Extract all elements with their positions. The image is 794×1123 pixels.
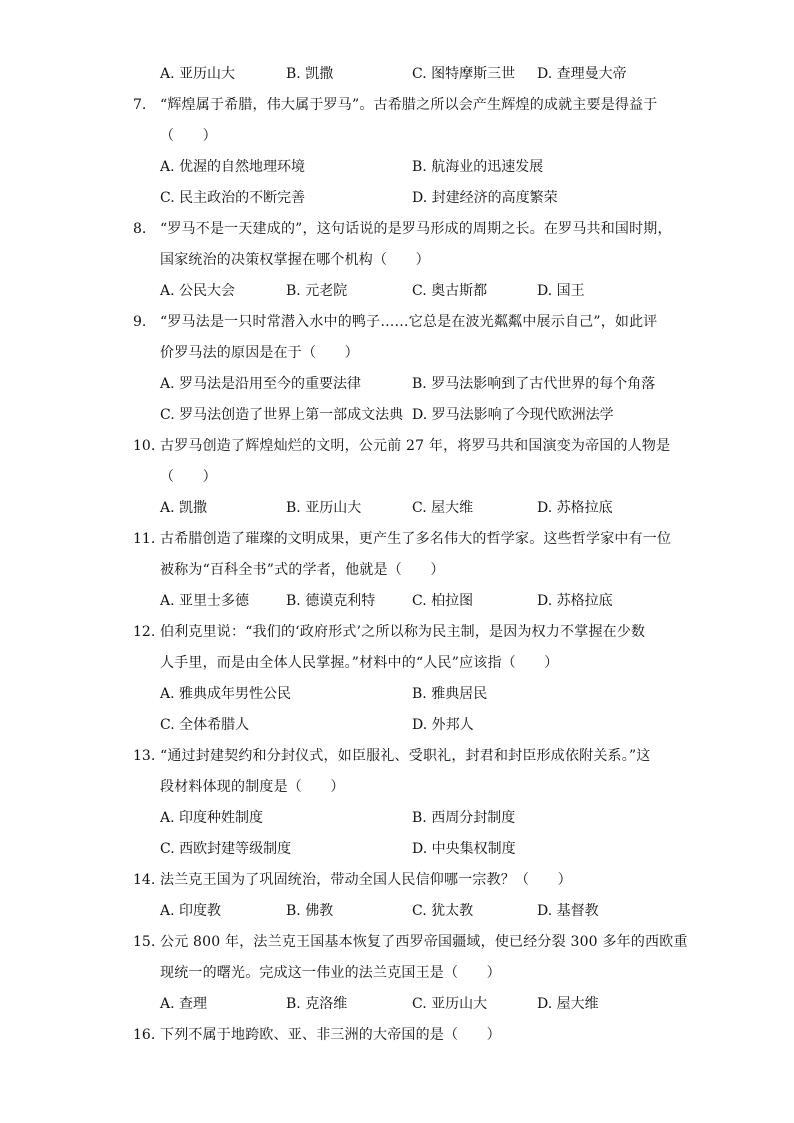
- question-number: 12.: [133, 624, 156, 640]
- question-number: 14.: [133, 872, 156, 888]
- question-text: 国家统治的决策权掌握在哪个机构（ ）: [160, 252, 430, 268]
- question-number: 8.: [133, 221, 147, 237]
- option-b[interactable]: B. 亚历山大: [286, 500, 362, 516]
- question-text: 现统一的曙光。完成这一伟业的法兰克国王是（ ）: [160, 965, 501, 981]
- question-text: 价罗马法的原因是在于（ ）: [160, 345, 359, 361]
- question-number: 16.: [133, 1027, 156, 1043]
- options-row: [0, 276, 794, 307]
- question-item: [0, 927, 794, 1020]
- option-a[interactable]: A. 优渥的自然地理环境: [160, 159, 306, 175]
- option-c[interactable]: C. 全体希腊人: [160, 717, 250, 733]
- question-text: 伯利克里说：“我们的‘政府形式’之所以称为民主制，是因为权力不掌握在少数: [160, 624, 646, 640]
- question-item: [0, 524, 794, 617]
- question-stem-continuation: [0, 648, 794, 679]
- options-row: [0, 679, 794, 710]
- option-c[interactable]: C. 亚历山大: [412, 996, 488, 1012]
- question-item: [0, 1020, 794, 1051]
- question-text: 被称为“百科全书”式的学者，他就是（ ）: [160, 562, 445, 578]
- option-a[interactable]: A. 公民大会: [160, 283, 236, 299]
- question-stem-continuation: [0, 958, 794, 989]
- question-stem-continuation: [0, 338, 794, 369]
- option-b[interactable]: B. 佛教: [286, 903, 334, 919]
- question-item: [0, 865, 794, 927]
- question-text: （ ）: [160, 469, 217, 485]
- options-row: [0, 152, 794, 183]
- question-item: [0, 214, 794, 307]
- option-c[interactable]: C. 民主政治的不断完善: [160, 190, 306, 206]
- question-text: 古希腊创造了璀璨的文明成果，更产生了多名伟大的哲学家。这些哲学家中有一位: [160, 531, 672, 547]
- question-item: [0, 741, 794, 865]
- question-number: 13.: [133, 748, 156, 764]
- question-number: 15.: [133, 934, 156, 950]
- question-item: [0, 617, 794, 741]
- options-row: [0, 834, 794, 865]
- question-number: 10.: [133, 438, 156, 454]
- option-c[interactable]: C. 罗马法创造了世界上第一部成文法典: [160, 407, 404, 423]
- option-a[interactable]: A. 罗马法是沿用至今的重要法律: [160, 376, 362, 392]
- options-row: [0, 400, 794, 431]
- option-b[interactable]: B. 凯撒: [286, 66, 334, 82]
- options-row: [0, 586, 794, 617]
- question-text: “罗马不是一天建成的”，这句话说的是罗马形成的周期之长。在罗马共和国时期，: [160, 221, 672, 237]
- question-stem-row: [0, 307, 794, 338]
- option-d[interactable]: D. 苏格拉底: [537, 593, 613, 609]
- option-c[interactable]: C. 西欧封建等级制度: [160, 841, 292, 857]
- options-row: [0, 369, 794, 400]
- question-stem-continuation: [0, 121, 794, 152]
- question-stem-row: [0, 927, 794, 958]
- option-d[interactable]: D. 国王: [537, 283, 585, 299]
- option-a[interactable]: A. 查理: [160, 996, 208, 1012]
- option-c[interactable]: C. 柏拉图: [412, 593, 474, 609]
- question-text: 古罗马创造了辉煌灿烂的文明，公元前 27 年，将罗马共和国演变为帝国的人物是: [160, 438, 671, 454]
- question-stem-row: [0, 741, 794, 772]
- question-stem-continuation: [0, 462, 794, 493]
- option-b[interactable]: B. 罗马法影响到了古代世界的每个角落: [412, 376, 656, 392]
- question-text: “辉煌属于希腊，伟大属于罗马”。古希腊之所以会产生辉煌的成就主要是得益于: [160, 97, 658, 113]
- option-b[interactable]: B. 航海业的迅速发展: [412, 159, 544, 175]
- question-item: [0, 307, 794, 431]
- option-c[interactable]: C. 犹太教: [412, 903, 474, 919]
- question-stem-row: [0, 90, 794, 121]
- options-row: [0, 183, 794, 214]
- question-stem-row: [0, 865, 794, 896]
- option-b[interactable]: B. 雅典居民: [412, 686, 488, 702]
- option-c[interactable]: C. 奥古斯都: [412, 283, 488, 299]
- question-stem-continuation: [0, 555, 794, 586]
- option-a[interactable]: A. 印度种姓制度: [160, 810, 264, 826]
- option-b[interactable]: B. 克洛维: [286, 996, 348, 1012]
- question-text: 下列不属于地跨欧、亚、非三洲的大帝国的是（ ）: [160, 1027, 501, 1043]
- question-text: （ ）: [160, 128, 217, 144]
- option-d[interactable]: D. 罗马法影响了今现代欧洲法学: [412, 407, 614, 423]
- question-number: 7.: [133, 97, 147, 113]
- option-b[interactable]: B. 元老院: [286, 283, 348, 299]
- options-row: [0, 803, 794, 834]
- option-a[interactable]: A. 雅典成年男性公民: [160, 686, 292, 702]
- option-a[interactable]: A. 亚历山大: [160, 66, 236, 82]
- option-c[interactable]: C. 屋大维: [412, 500, 474, 516]
- lead-options-row: [0, 59, 794, 90]
- question-stem-continuation: [0, 245, 794, 276]
- option-d[interactable]: D. 苏格拉底: [537, 500, 613, 516]
- option-d[interactable]: D. 基督教: [537, 903, 599, 919]
- option-a[interactable]: A. 凯撒: [160, 500, 208, 516]
- options-row: [0, 896, 794, 927]
- option-d[interactable]: D. 查理曼大帝: [537, 66, 627, 82]
- option-d[interactable]: D. 屋大维: [537, 996, 599, 1012]
- options-row: [0, 710, 794, 741]
- question-text: “通过封建契约和分封仪式，如臣服礼、受职礼，封君和封臣形成依附关系。”这: [160, 748, 651, 764]
- option-b[interactable]: B. 德谟克利特: [286, 593, 376, 609]
- question-stem-row: [0, 431, 794, 462]
- question-stem-row: [0, 524, 794, 555]
- options-row: [0, 493, 794, 524]
- question-stem-row: [0, 214, 794, 245]
- option-b[interactable]: B. 西周分封制度: [412, 810, 516, 826]
- question-stem-row: [0, 1020, 794, 1051]
- options-row: [0, 989, 794, 1020]
- option-a[interactable]: A. 印度教: [160, 903, 222, 919]
- question-item: [0, 431, 794, 524]
- option-d[interactable]: D. 外邦人: [412, 717, 474, 733]
- option-d[interactable]: D. 中央集权制度: [412, 841, 516, 857]
- question-text: 公元 800 年，法兰克王国基本恢复了西罗帝国疆域，使已经分裂 300 多年的西欧重: [160, 934, 688, 950]
- question-number: 11.: [133, 531, 156, 547]
- question-text: 段材料体现的制度是（ ）: [160, 779, 345, 795]
- question-text: “罗马法是一只时常潜入水中的鸭子……它总是在波光粼粼中展示自己”，如此评: [160, 314, 658, 330]
- question-stem-row: [0, 617, 794, 648]
- question-number: 9.: [133, 314, 147, 330]
- question-item: [0, 90, 794, 214]
- option-d[interactable]: D. 封建经济的高度繁荣: [412, 190, 558, 206]
- question-stem-continuation: [0, 772, 794, 803]
- option-a[interactable]: A. 亚里士多德: [160, 593, 250, 609]
- question-text: 人手里，而是由全体人民掌握。”材料中的“人民”应该指（ ）: [160, 655, 559, 671]
- question-list: [0, 59, 794, 1051]
- option-c[interactable]: C. 图特摩斯三世: [412, 66, 516, 82]
- question-text: 法兰克王国为了巩固统治，带动全国人民信仰哪一宗教？（ ）: [160, 872, 572, 888]
